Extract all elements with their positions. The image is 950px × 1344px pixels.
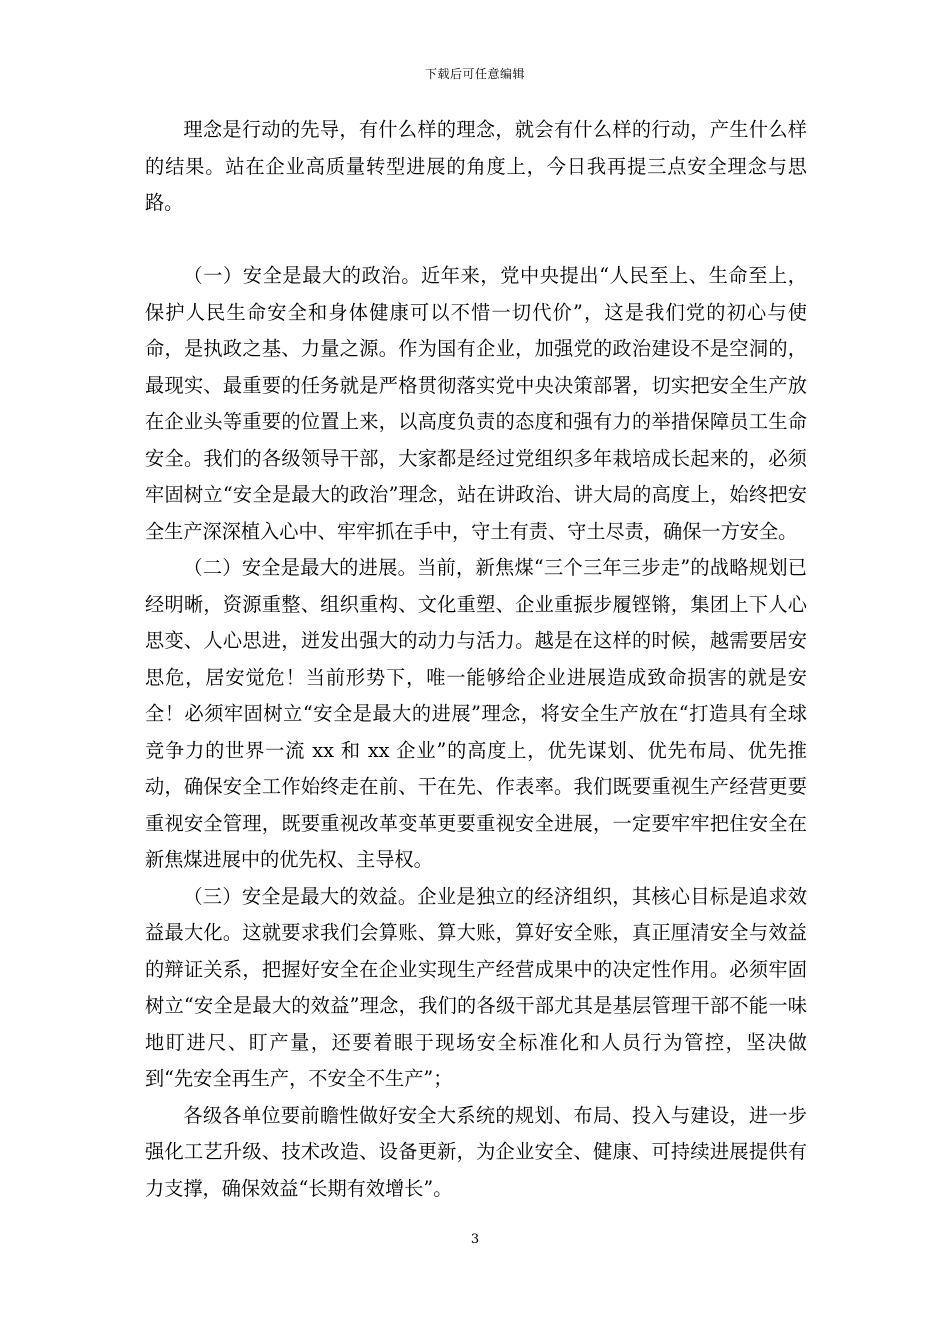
intro-paragraph: 理念是行动的先导，有什么样的理念，就会有什么样的行动，产生什么样的结果。站在企业高质量转型进展的角度上，今日我再提三点安全理念与思路。 [145, 118, 807, 214]
section-1-paragraph: （一）安全是最大的政治。近年来，党中央提出“人民至上、生命至上，保护人民生命安全和身体健康可以不惜一切代价”，这是我们党的初心与使命，是执政之基、力量之源。作为国有企业，加强党的政治建设不是空洞的，最现实、最重要的任务就是严格贯彻落实党中央决策部署，切实把安全生产放在企业头等重要的位置上来，以高度负责的态度和强有力的举措保障员工生命安全。我们的各级领导干部，大家都是经过党组织多年栽培成长起来的，必须牢固树立“安全是最大的政治”理念，站在讲政治、讲大局的高度上，始终把安全生产深深植入心中、牢牢抓在手中，守土有责、守土尽责，确保一方安全。 [145, 264, 807, 543]
document-body [145, 112, 807, 1207]
closing-paragraph: 各级各单位要前瞻性做好安全大系统的规划、布局、投入与建设，进一步强化工艺升级、技术改造、设备更新，为企业安全、健康、可持续进展提供有力支撑，确保效益“长期有效增长”。 [145, 1103, 807, 1200]
page-number: 3 [470, 1232, 480, 1247]
page-header: 下载后可任意编辑 [424, 67, 525, 81]
section-3-paragraph: （三）安全是最大的效益。企业是独立的经济组织，其核心目标是追求效益最大化。这就要求我们会算账、算大账，算好安全账，真正厘清安全与效益的辩证关系，把握好安全在企业实现生产经营成果中的决定性作用。必须牢固树立“安全是最大的效益”理念，我们的各级干部尤其是基层管理干部不能一味地盯进尺、盯产量，还要着眼于现场安全标准化和人员行为管控，坚决做到“先安全再生产，不安全不生产”； [145, 884, 807, 1090]
section-2-paragraph: （二）安全是最大的进展。当前，新焦煤“三个三年三步走”的战略规划已经明晰，资源重整、组织重构、文化重塑、企业重振步履铿锵，集团上下人心思变、人心思进，迸发出强大的动力与活力。越是在这样的时候，越需要居安思危，居安觉危！当前形势下，唯一能够给企业进展造成致命损害的就是安全！必须牢固树立“安全是最大的进展”理念，将安全生产放在“打造具有全球竞争力的世界一流 xx 和 xx 企业”的高度上，优先谋划、优先布局、优先推动，确保安全工作始终走在前、干在先、作表率。我们既要重视生产经营更要重视安全管理，既要重视改革变革更要重视安全进展，一定要牢牢把住安全在新焦煤进展中的优先权、主导权。 [145, 556, 807, 871]
